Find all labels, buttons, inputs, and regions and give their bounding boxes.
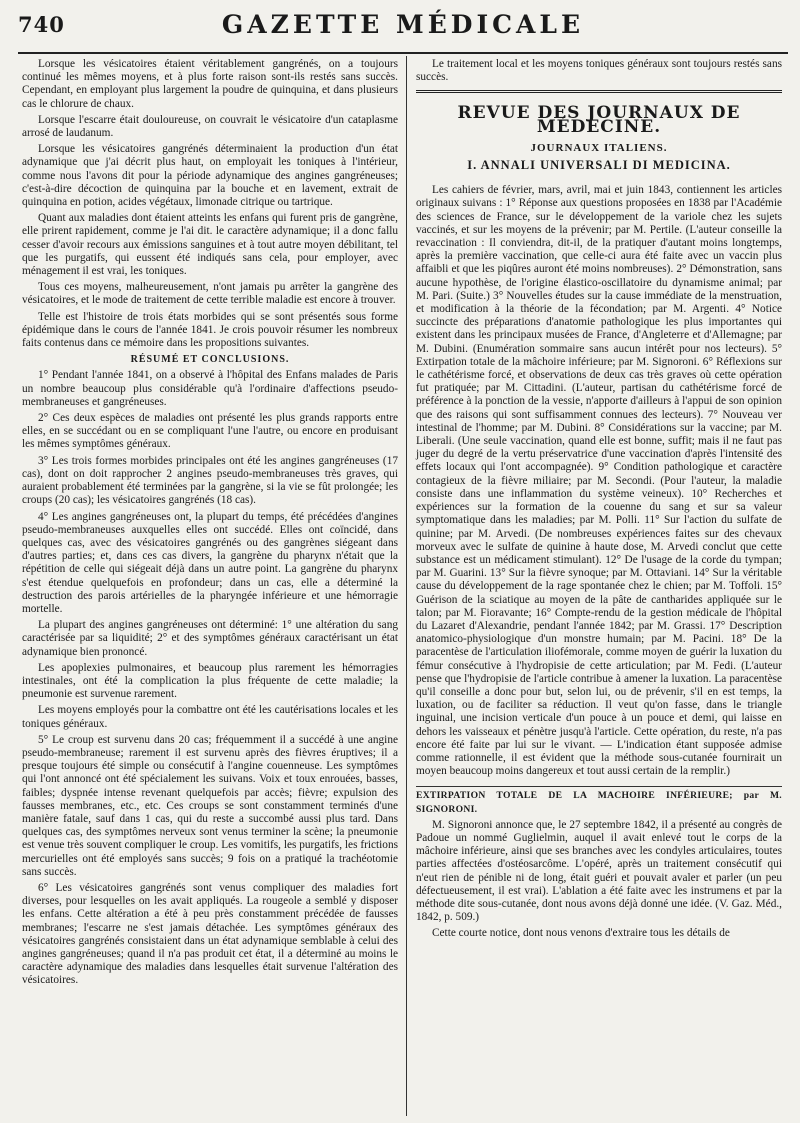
section-heading: RÉSUMÉ ET CONCLUSIONS. xyxy=(130,354,290,366)
paragraph: Lorsque les vésicatoires gangrénés déterminaient la production d'un état adynamique que j'ai décrit plus haut, on employait les toniques à l'intérieur, comme nous l'avons dit pour la période adynamique des angines gangréneuses; c'est-à-dire décoction de quinquina par la bouche et en lavement, extrait de quinquina en potion, acides végétaux, limonade citrique ou tartrique. xyxy=(22,143,398,209)
paragraph: Les cahiers de février, mars, avril, mai et juin 1843, contiennent les articles originaux suivans : 1° Réponse aux questions proposées en 1838 par l'Académie des sciences de France, sur le développement de la variole chez les sujets vaccinés, et sur les moyens de la prévenir; par M. Pertile. (L'auteur conseille la revaccination : Il conviendra, dit-il, de la pratiquer d'autant moins longtemps, après la première vaccination, que celle-ci aura été faite avec un vaccin plus affaibli et que les piqûres auront été moins nombreuses). 2° Démonstration, sans aucune hypothèse, de l'origine élastico-oscillatoire du dynamisme animal; par M. Pari. (Suite.) 3° Nouvelles études sur la cause immédiate de la menstruation, et modification à la théorie de la fécondation; par M. Argenti. 4° Notice succincte des préparations d'anatomie pathologique les plus importantes qui existent dans les principaux musées de France, d'Angleterre et d'Allemagne; par M. Dubini. (Enumération sommaire sans aucun intérêt pour nos lecteurs). 5° Extirpation totale de la mâchoire inférieure; par M. Signoroni. 6° Réflexions sur le cathétérisme forcé, et observations de deux cas très graves où cette opération fut pratiquée; par M. Cittadini. (L'auteur, partisan du cathétérisme forcé de préférence à la ponction de la vessie, n'apporte d'ailleurs à l'appui de son opinion que des raisons qui sont suffisamment connues des lecteurs). 7° Nouveau ver intestinal de l'homme; par M. Dubini. 8° Considérations sur la vaccine; par M. Liberali. (Une seule vaccination, quand elle est bonne, suffit; mais il ne faut pas juger du degré de la vertu préservatrice d'une vaccination d'après l'intensité des effets locaux qui l'ont accompagnée). 9° Condition pathologique et caractère contagieux de la fièvre miliaire; par M. Secondi. (Pour l'auteur, la maladie consiste dans une inflammation du système veineux). 10° Recherches et expériences sur la formation de la couenne du sang et sur sa valeur symptomatique dans les maladies; par M. Polli. 11° Sur l'action du sulfate de quinine; par M. Arvedi. (De nombreuses expériences faites sur des chevaux morveux avec le sulfate de quinine à haute dose, M. Arvedi conclut que cette substance est un médicament stimulant). 12° De l'usage de la corde du tympan; par M. Guarini. 13° Sur la fièvre synoque; par M. Ottaviani. 14° Sur la véritable cause du développement de la rage spontanée chez le chien; par M. Toffoli. 15° Guérison de la sciatique au moyen de la pâte de cantharides appliquée sur le talon; par M. Fioravante; 16° Compte-rendu de la gestion médicale de l'hôpital du Lazaret d'Alexandrie, pendant l'année 1842; par M. Grassi. 17° Description anatomico-physiologique d'un monstre humain; par M. Pacini. 18° De la paracentèse de l'articulation iliofémorale, comme moyen de guérir la luxation du fémur consécutive à l'hydropisie de cette articulation; par M. Fedi. (L'auteur pense que l'hydropisie de l'article contribue à amener la luxation. La paracentèse qu'il conseille a donc pour but, selon lui, ou de prévenir, s'il en est temps, la luxation, ou de faciliter sa réduction. Il veut qu'on fasse, dans le triangle inguinal, une incision verticale d'un pouce à un pouce et demi, qui laisse en dehors les vaisseaux et pénètre jusqu'à l'article. Cette opération, du reste, n'a pas encore été faite par lui sur le vivant. — L'indication étant supposée admise comme rationnelle, il est évident que la méthode sous-cutanée fournirait un moyen beaucoup moins dangereux et tout aussi certain de la remplir.) xyxy=(416,184,782,778)
conclusion-item: 6° Les vésicatoires gangrénés sont venus compliquer des maladies fort diverses, pour lesquelles on les avait appliqués. La rougeole a semblé y disposer les enfans. Cette altération a été à peu près constamment précédée de fausses membranes; l'escarre ne s'est jamais détachée. Les symptômes généraux des vésicatoires gangrénés consistaient dans un état adynamique semblable à celui des angines gangréneuses; quand il n'a pas produit cet état, il a déterminé au moins le caractère adynamique des maladies dans lesquelles était survenue l'altération des vésicatoires. xyxy=(22,881,398,987)
header-rule xyxy=(18,52,788,54)
conclusion-item: 2° Ces deux espèces de maladies ont présenté les plus grands rapports entre elles, en se succédant ou en se compliquant l'une l'autre, ou encore en produisant les mêmes symptômes généraux. xyxy=(22,412,398,451)
conclusion-item: 5° Le croup est survenu dans 20 cas; fréquemment il a succédé à une angine pseudo-membraneuse; rarement il est survenu après des fièvres éruptives; il a presque toujours été simple ou consécutif à l'angine couenneuse. Les symptômes qui l'ont annoncé ont été spécialement les suivans. Voix et toux enrouées, basses, faibles; dyspnée intense revenant quelquefois par accès; fièvre; expulsion des fausses membranes, etc., etc. Ces croups se sont constamment terminés d'une manière fatale, sauf dans 1 cas, qui du reste a succombé aussi plus tard. Dans quelques cas, des symptômes nerveux sont venus terminer la scène; la pneumonie est venue très souvent compliquer le croup. Les vomitifs, les purgatifs, les frictions mercurielles ont été employés sans succès; 9 fois on a pratiqué la trachéotomie sans succès. xyxy=(22,733,398,878)
conclusion-item: 4° Les angines gangréneuses ont, la plupart du temps, été précédées d'angines pseudo-membraneuses auxquelles elles ont succédé. Elles ont coïncidé, dans quelques cas, avec des vésicatoires gangrénés ou des gangrènes siégeant dans d'autres parties; et, dans ces cas divers, la gangrène du pharynx n'était que la répétition de celle qui siégeait déjà dans un autre point. La gangrène du pharynx s'est étendue quelquefois en profondeur; dans un cas, elle a déterminé la destruction des parois artérielles de la pharyngée inférieure et une hémorragie mortelle. xyxy=(22,510,398,615)
page-header xyxy=(18,8,788,48)
conclusion-item: 1° Pendant l'année 1841, on a observé à l'hôpital des Enfans malades de Paris un nombre beaucoup plus considérable qu'à l'ordinaire d'affections pseudo-membraneuses et gangréneuses. xyxy=(22,369,398,408)
paragraph: Le traitement local et les moyens toniques généraux sont toujours restés sans succès. xyxy=(416,58,782,84)
paragraph: Lorsque l'escarre était douloureuse, on couvrait le vésicatoire d'un cataplasme arrosé de laudanum. xyxy=(22,113,398,140)
paragraph: Tous ces moyens, malheureusement, n'ont jamais pu arrêter la gangrène des vésicatoires, et le mode de traitement de cette terrible maladie est encore à trouver. xyxy=(22,281,398,307)
paragraph: Lorsque les vésicatoires étaient véritablement gangrénés, on a toujours continué les mêmes moyens, et à plus forte raison sont-ils restés sans succès. Cependant, en employant plus largement la poudre de quinquina, et dans plusieurs cas le chlorure de chaux. xyxy=(22,58,398,110)
section-title: REVUE DES JOURNAUX DE MÉDECINE. xyxy=(457,103,741,137)
paragraph: Quant aux maladies dont étaient atteints les enfans qui furent pris de gangrène, elle prirent rapidement, comme je l'ai dit. le caractère adynamique; il a donc fallu cesser d'avoir recours aux émissions sanguines et à tout autre moyen débilitant, tel que les purgatifs, qui eussent été indiqués sans cela, pour employer, avec ménagement il est vrai, les toniques. xyxy=(22,212,398,278)
paragraph: M. Signoroni annonce que, le 27 septembre 1842, il a présenté au congrès de Padoue un nommé Guglielmin, auquel il avait enlevé tout le corps de la mâchoire inférieure, ainsi que ses branches avec les condyles articulaires, toutes parties affectées d'ostéosarcôme. L'opéré, après un traitement consécutif qui n'eut rien de pénible ni de long, était guéri et pouvait avaler et parler (un peu défectueusement, il est vrai). L'ablation a été faite avec les instrumens et par la méthode dite sous-cutanée, dont nous avons déjà donné une idée. (V. Gaz. Méd., 1842, p. 509.) xyxy=(416,818,782,924)
conclusion-item: Les moyens employés pour la combattre ont été les cautérisations locales et les toniques généraux. xyxy=(22,704,398,730)
page-number: 740 xyxy=(18,12,65,37)
section-rule xyxy=(416,90,782,93)
journal-heading: I. ANNALI UNIVERSALI DI MEDICINA. xyxy=(467,158,731,173)
paragraph: Cette courte notice, dont nous venons d'extraire tous les détails de xyxy=(432,927,730,940)
column-divider xyxy=(406,56,407,1116)
conclusion-item: 3° Les trois formes morbides principales ont été les angines gangréneuses (17 cas), dont on doit rapprocher 2 angines pseudo-membraneuses très graves, qui auraient probablement été terminées par la gangrène, si la vie se fût prolongée; les croups (20 cas); les vésicatoires gangrénés (18 cas). xyxy=(22,454,398,507)
article-rule xyxy=(416,786,782,787)
right-column xyxy=(416,58,782,944)
subsection-title: JOURNAUX ITALIENS. xyxy=(530,141,668,154)
journal-title: GAZETTE MÉDICALE xyxy=(221,10,585,39)
conclusion-item: Les apoplexies pulmonaires, et beaucoup plus rarement les hémorragies intestinales, ont été la complication la plus fréquente de cette maladie; la pneumonie est survenue rarement. xyxy=(22,661,398,701)
conclusion-item: La plupart des angines gangréneuses ont déterminé: 1° une altération du sang caractérisée par sa liquidité; 2° et des symptômes généraux caractérisant un état adynamique bien prononcé. xyxy=(22,619,398,658)
left-column xyxy=(22,58,398,991)
article-heading: EXTIRPATION TOTALE DE LA MACHOIRE INFÉRIEURE; par M. SIGNORONI. xyxy=(416,790,782,815)
paragraph: Telle est l'histoire de trois états morbides qui se sont présentés sous forme épidémique dans le cours de l'année 1841. Je crois pouvoir résumer les nombreux faits contenus dans ce mémoire dans les propositions suivantes. xyxy=(22,310,398,350)
